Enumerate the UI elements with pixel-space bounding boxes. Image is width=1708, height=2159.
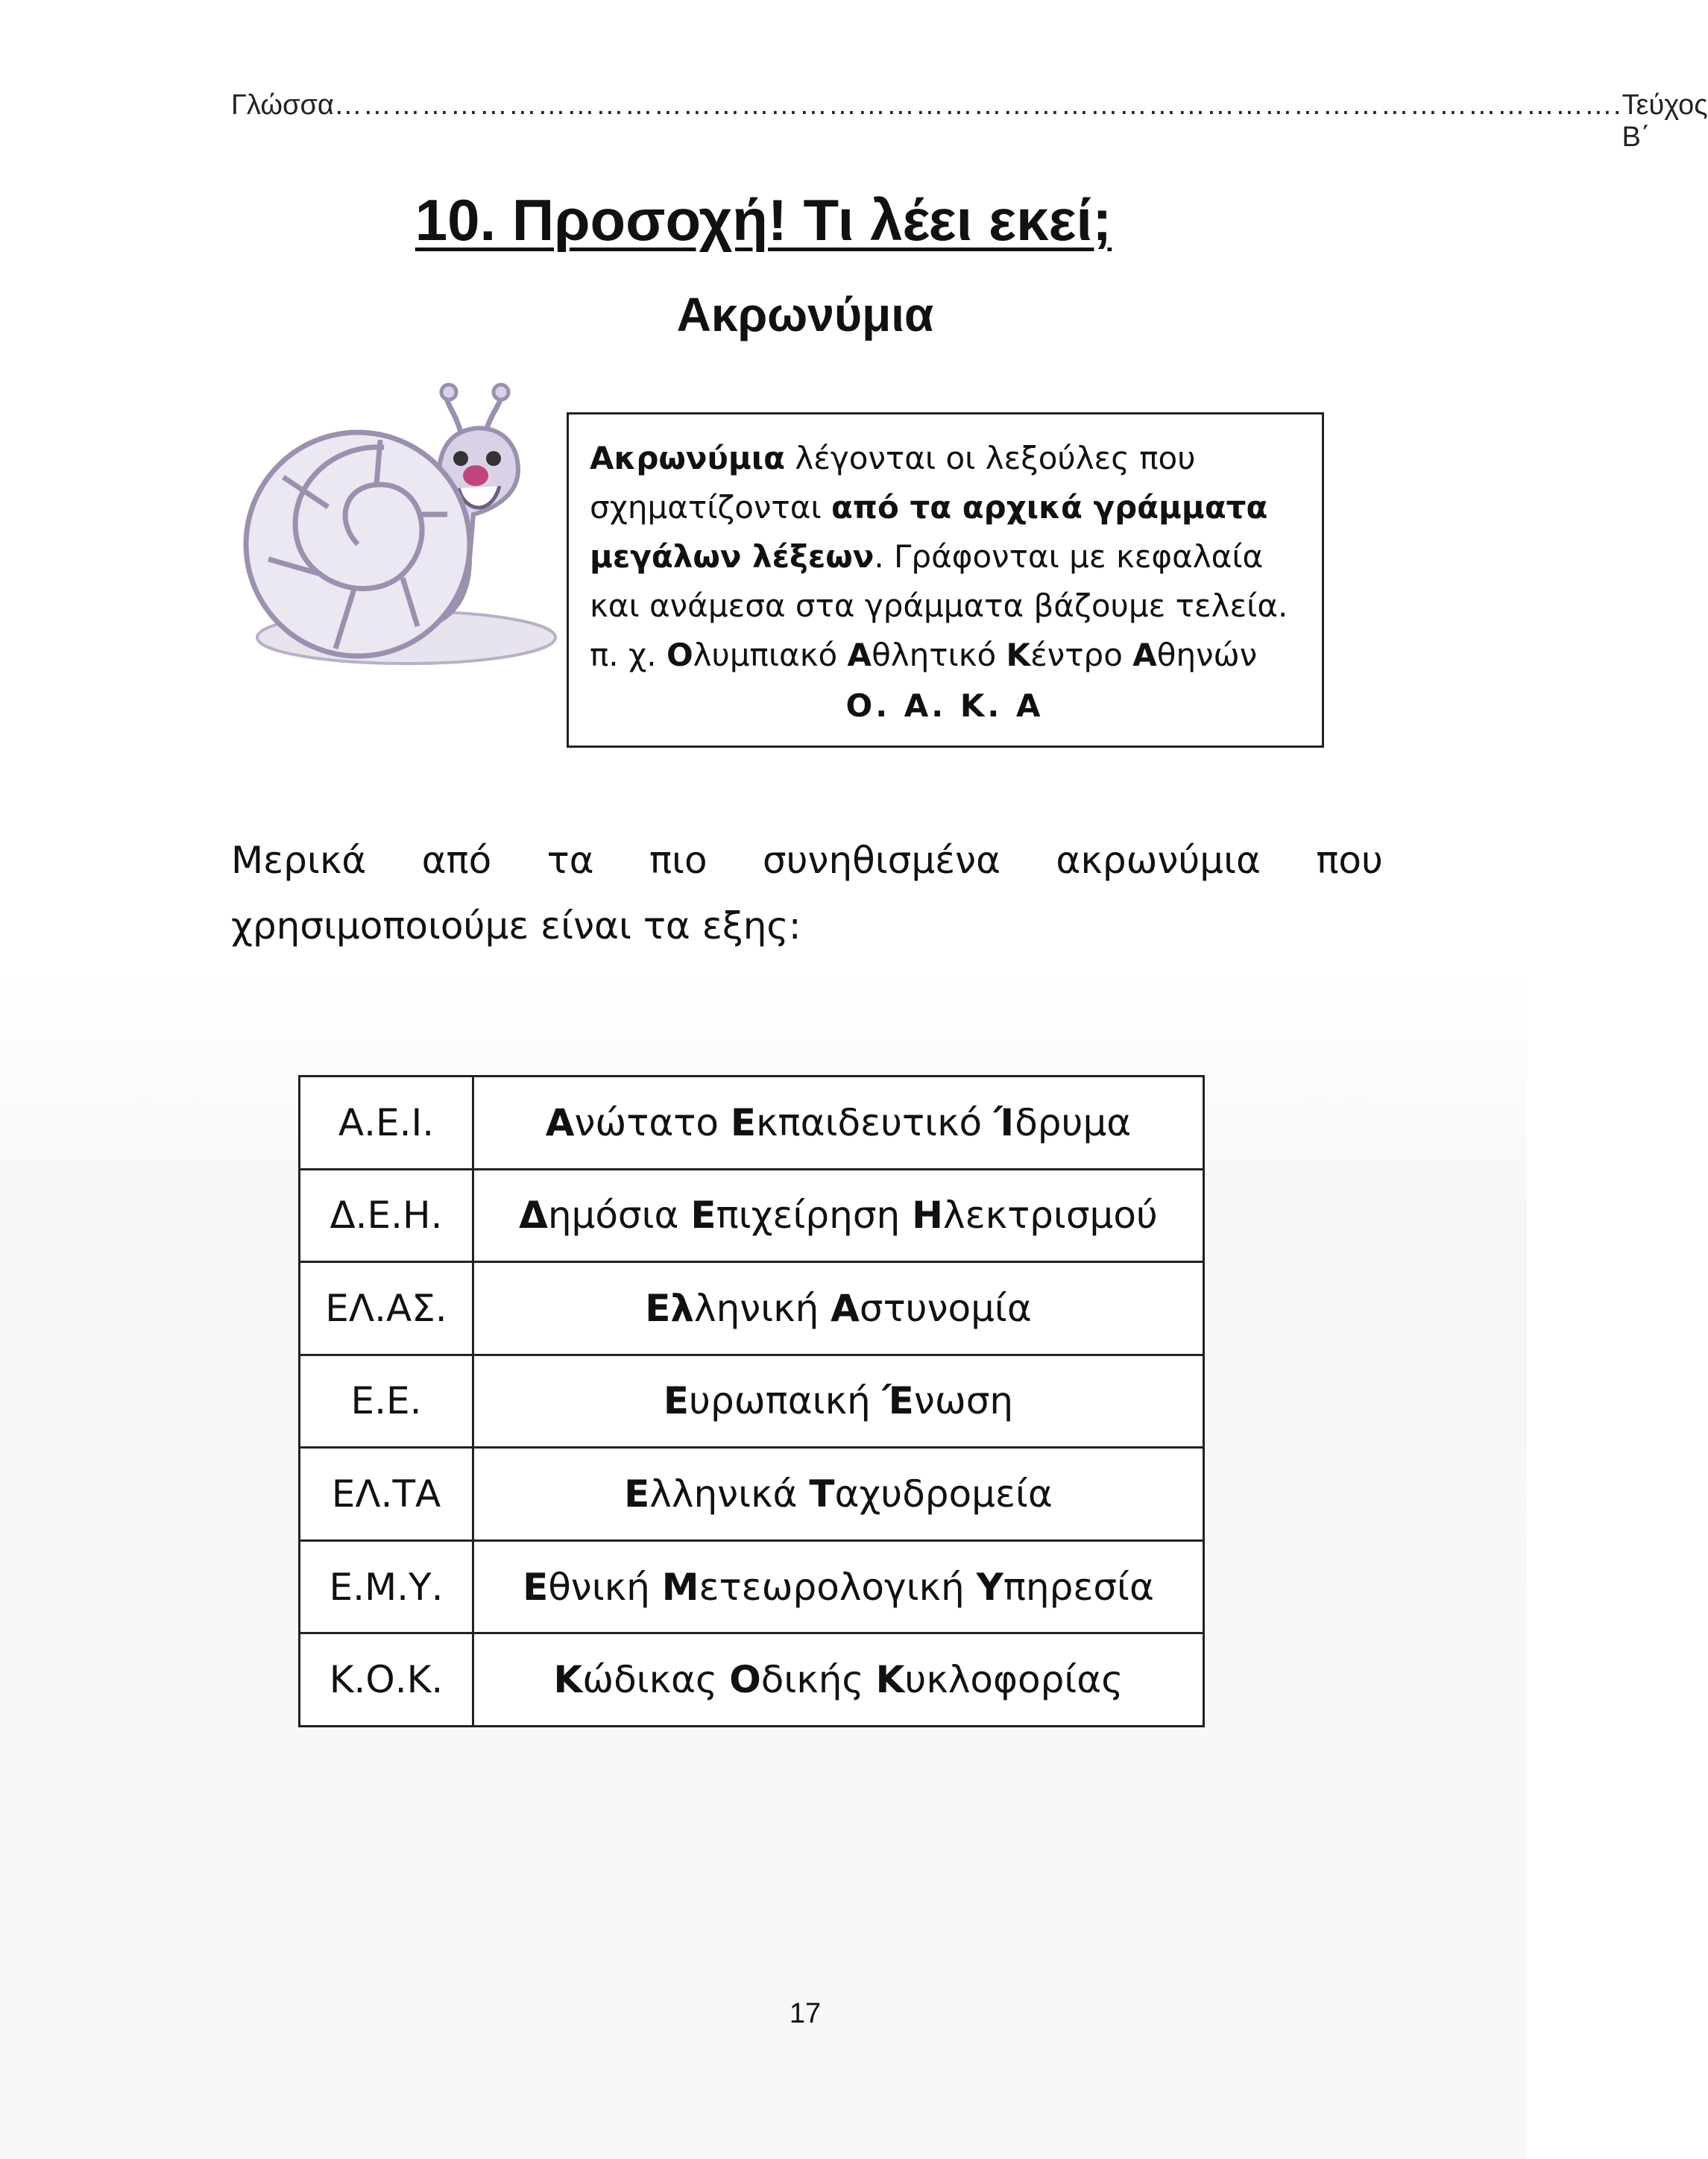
example-initial: Α [1132, 637, 1157, 673]
definition-text: Ακρωνύμια λέγονται οι λεξούλες που σχηματίζονται από τα αρχικά γράμματα μεγάλων λέξεων. Γράφονται με κεφαλαία και ανάμεσα στα γράμματα βάζουμε τελεία. [590, 440, 1288, 624]
example-word-rest: θηνών [1156, 637, 1258, 673]
meaning-initial: Κ [553, 1658, 583, 1702]
meaning-cell [473, 1262, 1204, 1355]
meaning-word-rest: ώδικας [582, 1658, 730, 1702]
intro-word: συνηθισμένα [762, 839, 1001, 882]
acronym-table [298, 1075, 1205, 1727]
intro-word: που [1316, 839, 1383, 882]
table-row [300, 1448, 1204, 1541]
meaning-initial: Ε [624, 1472, 650, 1516]
table-row [300, 1077, 1204, 1170]
page-header [231, 89, 1708, 153]
meaning-initial: Υ [976, 1565, 1003, 1609]
meaning-initial: Ε [523, 1565, 549, 1609]
meaning-word-rest: ημόσια [547, 1194, 691, 1238]
example-word-rest: θλητικό [872, 637, 1006, 673]
meaning-word-rest: ληνική [693, 1286, 831, 1330]
intro-line-1 [231, 828, 1383, 893]
acronym-cell: Ε.Μ.Υ. [300, 1540, 473, 1633]
definition-box [567, 412, 1324, 748]
intro-line-2: χρησιμοποιούμε είναι τα εξης: [231, 904, 801, 948]
meaning-word-rest: λεκτρισμού [942, 1194, 1158, 1238]
example-initial: Ο [666, 637, 693, 673]
meaning-initial: Α [831, 1286, 860, 1330]
definition-example: π. χ. Ολυμπιακό Αθλητικό Κέντρο Αθηνών [590, 637, 1258, 673]
meaning-initial: Η [912, 1194, 943, 1238]
acronym-cell: ΕΛ.ΤΑ [300, 1448, 473, 1541]
page-number: 17 [789, 1998, 822, 2029]
acronym-cell: Δ.Ε.Η. [300, 1169, 473, 1262]
meaning-word-rest: υρωπαική [689, 1379, 883, 1423]
header-subject: Γλώσσα [231, 89, 334, 121]
header-dots: ……………………………………………………………………………………………………………………. [333, 89, 1622, 121]
meaning-initial: Ί [994, 1100, 1015, 1144]
acronym-cell: Κ.Ο.Κ. [300, 1633, 473, 1727]
meaning-cell [473, 1540, 1204, 1633]
meaning-word-rest: δρυμα [1015, 1100, 1132, 1144]
acronym-cell: Ε.Ε. [300, 1355, 473, 1448]
meaning-cell [473, 1077, 1204, 1170]
meaning-initial: Τ [809, 1472, 835, 1516]
example-initial: Α [847, 637, 872, 673]
table-row [300, 1169, 1204, 1262]
meaning-word-rest: αχυδρομεία [834, 1472, 1053, 1516]
intro-word: Μερικά [231, 839, 367, 882]
acronym-cell: ΕΛ.ΑΣ. [300, 1262, 473, 1355]
meaning-word-rest: νωση [913, 1379, 1014, 1423]
meaning-word-rest: ετεωρολογική [699, 1565, 977, 1609]
meaning-initial: Κ [875, 1658, 905, 1702]
meaning-word-rest: νώτατο [574, 1100, 731, 1144]
meaning-cell [473, 1448, 1204, 1541]
meaning-cell [473, 1169, 1204, 1262]
meaning-initial: Μ [661, 1565, 699, 1609]
intro-word: από [421, 839, 492, 882]
meaning-initial: Ε [663, 1379, 690, 1423]
table-row [300, 1262, 1204, 1355]
meaning-initial: Ελ [645, 1286, 694, 1330]
meaning-word-rest: κπαιδευτικό [756, 1100, 995, 1144]
meaning-cell [473, 1633, 1204, 1727]
example-word-rest: λυμπιακό [693, 637, 848, 673]
meaning-cell [473, 1355, 1204, 1448]
meaning-initial: Ε [730, 1100, 757, 1144]
meaning-word-rest: λληνικά [649, 1472, 810, 1516]
meaning-initial: Έ [882, 1379, 914, 1423]
intro-word: τα [546, 839, 594, 882]
meaning-initial: Δ [519, 1194, 548, 1238]
page-subtitle: Ακρωνύμια [676, 288, 934, 341]
meaning-word-rest: υκλοφορίας [904, 1658, 1124, 1702]
table-row [300, 1355, 1204, 1448]
table-row [300, 1633, 1204, 1727]
snail-icon [224, 388, 552, 686]
intro-paragraph [231, 828, 1383, 959]
example-word-rest: έντρο [1030, 637, 1133, 673]
page-title: 10. Προσοχή! Τι λέει εκεί; [415, 187, 1112, 253]
meaning-word-rest: πιχείρηση [716, 1194, 913, 1238]
acronym-cell: Α.Ε.Ι. [300, 1077, 473, 1170]
meaning-initial: Ε [690, 1194, 716, 1238]
meaning-initial: Ο [729, 1658, 761, 1702]
meaning-word-rest: θνική [548, 1565, 662, 1609]
meaning-initial: Α [545, 1100, 575, 1144]
meaning-word-rest: στυνομία [859, 1286, 1032, 1330]
table-row [300, 1540, 1204, 1633]
meaning-word-rest: δικής [760, 1658, 876, 1702]
header-issue: Τεύχος Β΄ [1622, 89, 1708, 153]
intro-word: πιο [649, 839, 708, 882]
example-initial: Κ [1006, 637, 1031, 673]
definition-example-acronym: Ο. Α. Κ. Α [845, 687, 1044, 724]
intro-word: ακρωνύμια [1056, 839, 1261, 882]
meaning-word-rest: πηρεσία [1003, 1565, 1154, 1609]
